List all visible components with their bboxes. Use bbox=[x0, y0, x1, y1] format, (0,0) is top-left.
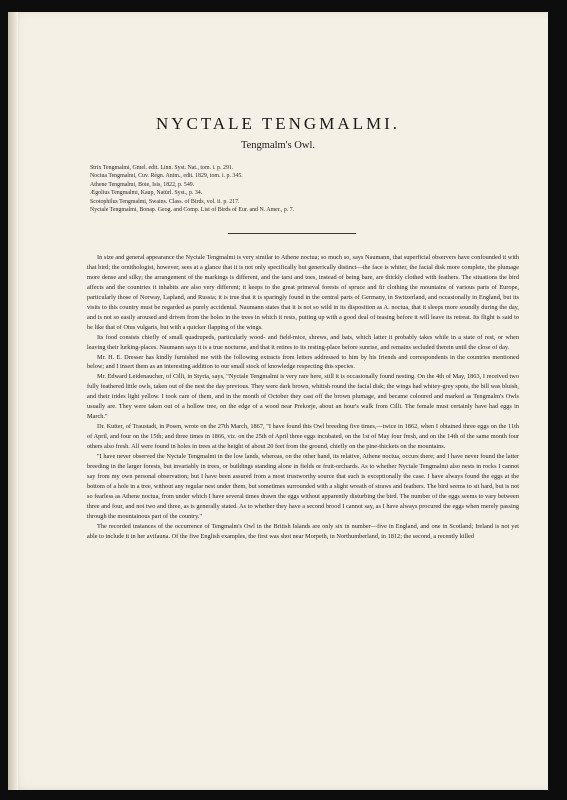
paragraph: "I have never observed the Nyctale Tengmalmi in the low lands, whereas, on the other hand, its relative, Athene noctua, occurs there; and I have never found the latter breeding in the larger forests, but invariably in trees, or buildings standing alone in fields or fruit-orchards. As to whether Nyctale Tengmalmi also nests in rocks I cannot say from my own personal observation; but I have been assured from a most trustworthy source that such is exceptionally the case. I have always found the eggs at the bottom of a hole in a tree, without any regular nest under them, but sometimes surrounded with a slight wreath of straws and feathers. The bird seems to sit hard, but is not so fearless as Athene noctua, from under which I have several times drawn the eggs without apparently disturbing the bird. The number of the eggs seems to vary between three and four, and not two and three, as is generally stated. As to whether they have a second brood I cannot say, as I have always procured the eggs when merely passing through the mountainous part of the country." bbox=[87, 453, 519, 520]
species-title: NYCTALE TENGMALMI. bbox=[155, 114, 401, 133]
synonym-line: Scotophilus Tengmalmi, Swains. Class. of Birds, vol. ii. p. 217. bbox=[90, 198, 240, 205]
common-name: Tengmalm's Owl. bbox=[240, 140, 316, 151]
paragraph: Its food consists chiefly of small quadrupeds, particularly wood- and field-mice, shrews, and bats, which latter it probably takes while in a state of rest, or when leaving their lurking-places. Naumann says it is a true nocturne, and that it retires to its resting-place before sunrise, and remains secluded therein until the close of day. bbox=[87, 333, 519, 351]
paragraph: The recorded instances of the occurrence of Tengmalm's Owl in the British Islands are only six in number—five in England, and one in Scotland; Ireland is not yet able to include it in her avifauna. Of the five English examples, the first was shot near Morpeth, in Northumberland, in 1812; the second, a recently killed bbox=[87, 522, 519, 540]
body-text bbox=[87, 253, 519, 542]
paragraph: Mr. H. E. Dresser has kindly furnished me with the following extracts from letters addressed to him by his friends and correspondents in the countries mentioned below; and I insert them as an interesting addition to our small stock of knowledge respecting this species. bbox=[87, 353, 519, 371]
book-page bbox=[8, 12, 548, 790]
synonym-line: Noctua Tengmalmi, Cuv. Règn. Anim., edit. 1829, tom. i. p. 345. bbox=[90, 173, 243, 180]
synonym-line: Ægolius Tengmalmi, Kaup, Natürl. Syst., p. 34. bbox=[90, 190, 203, 197]
paragraph: Dr. Kutter, of Traustadt, in Posen, wrote on the 27th March, 1867, "I have found this Owl breeding five times,—twice in 1862, when I obtained three eggs on the 11th of April, and four on the 15th; and three times in 1866, viz. on the 25th of April three eggs incubated, on the 1st of May four fresh, and on the 14th of the same month four others also fresh. All were found in holes in trees at the height of about 20 feet from the ground, chiefly on the pine-thickets on the mountains. bbox=[87, 423, 519, 451]
paragraph: In size and general appearance the Nyctale Tengmalmi is very similar to Athene noctua; so much so, says Naumann, that superficial observers have confounded it with that bird; the ornithologist, however, sees at a glance that it is not only specifically but generically distinct—the face is whiter, the facial disk more complete, the plumage more dense and silky; the arrangement of the markings is different, and the tarsi and toes, instead of being bare, are thickly clothed with feathers. The situations the bird affects and the countries it inhabits are also very different; it keeps to the great primeval forests of spruce and fir clothing the mountains of various parts of Europe, particularly those of Norway, Lapland, and Russia; it is true that it is sparingly found in the central parts of Germany, in Switzerland, and occasionally in England, but its visits to this country must be regarded as purely accidental. Naumann states that it is not so wild in its disposition as A. noctua, that it sleeps more soundly during the day, and is not so easily aroused and driven from the holes in the trees in which it rests, putting up with a good deal of teasing before it will leave its retreat. Its flight is said to be like that of Otus vulgaris, but with a quicker flapping of the wings. bbox=[87, 254, 519, 331]
synonym-line: Nyctale Tengmalmi, Bonap. Geog. and Comp. List of Birds of Eur. and N. Amer., p. 7. bbox=[90, 207, 295, 214]
section-divider bbox=[228, 233, 356, 234]
paragraph: Mr. Edward Leidenaucher, of Cilli, in Styria, says, "Nyctale Tengmalmi is very rare here, still it is occasionally found nesting. On the 4th of May, 1863, I received two fully feathered little owls, taken out of the nest the day previous. They were dark brown, whitish round the facial disk; the wings had whitey-grey spots, the bill was bluish, and their irides light yellow. I took care of them, and in the month of October they cast off the brown plumage, and became coloured and marked as Tengmalm's Owls usually are. They were taken out of a hollow tree, on the edge of a wood near Prekorje, about an hour's walk from Cilli. The female must certainly have had eggs in March." bbox=[87, 373, 519, 421]
synonym-line: Strix Tengmalmi, Gmel. edit. Linn. Syst. Nat., tom. i. p. 291. bbox=[90, 165, 234, 171]
synonym-line: Athene Tengmalmi, Boie, Isis, 1822, p. 549. bbox=[90, 181, 195, 188]
synonymy-list bbox=[90, 164, 510, 214]
